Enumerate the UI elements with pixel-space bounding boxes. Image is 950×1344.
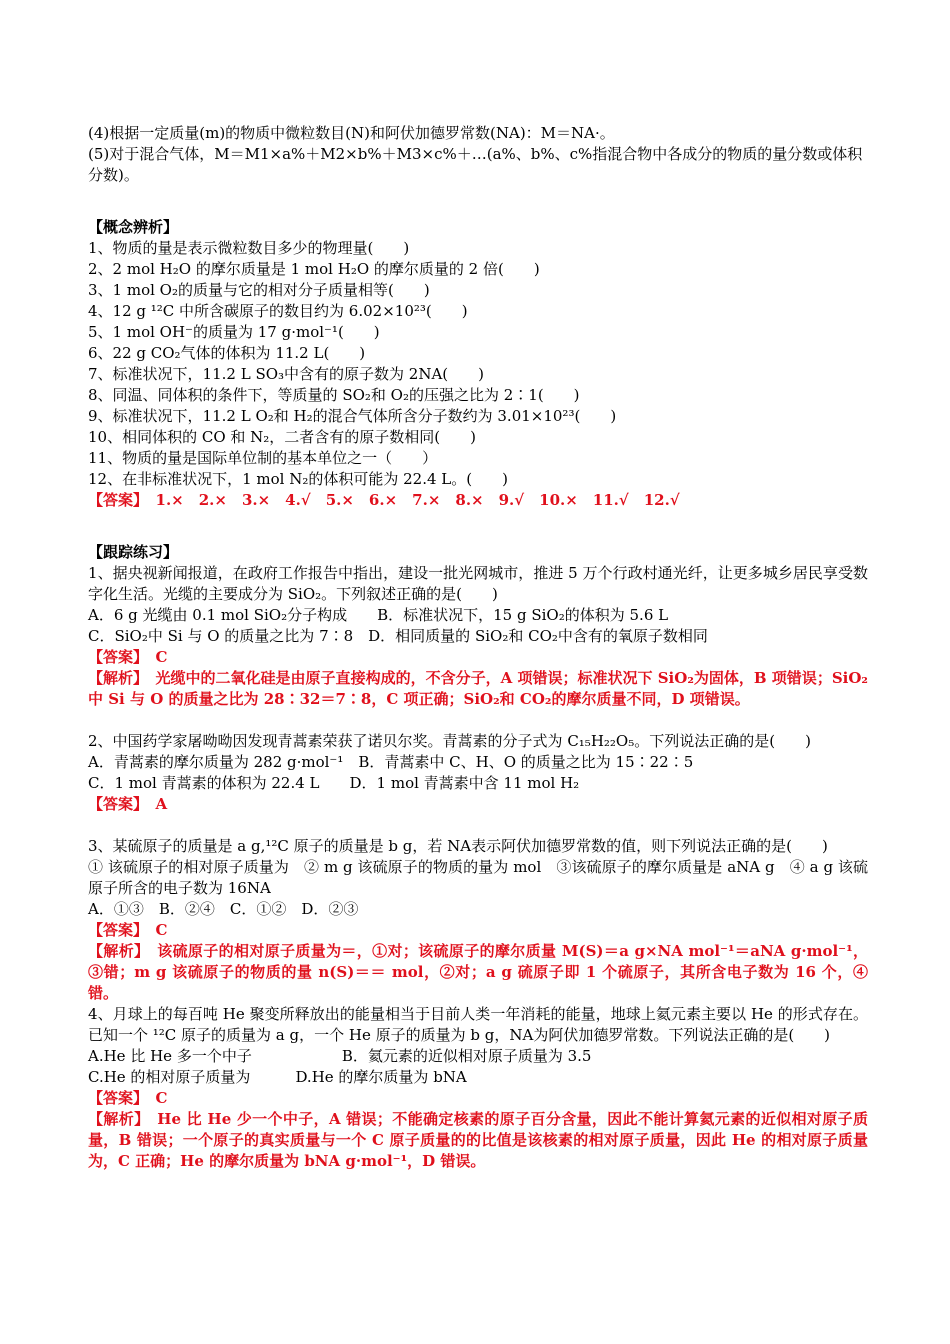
question-answer: 【答案】 C — [88, 1089, 168, 1107]
question-stem: 2、中国药学家屠呦呦因发现青蒿素荣获了诺贝尔奖。青蒿素的分子式为 C₁₅H₂₂O₅。下列说法正确的是( ) — [88, 732, 811, 750]
question-options-ab: A.He 比 He 多一个中子 B．氦元素的近似相对原子质量为 3.5 — [88, 1047, 592, 1065]
explanation-label: 【解析】 — [88, 669, 141, 687]
question-answer: 【答案】 C — [88, 921, 168, 939]
question-explanation — [88, 1109, 868, 1172]
question-2 — [88, 731, 868, 815]
question-options-ab: A．青蒿素的摩尔质量为 282 g·mol⁻¹ B．青蒿素中 C、H、O 的质量之比为 15∶22∶5 — [88, 753, 694, 771]
question-options-cd: C．1 mol 青蒿素的体积为 22.4 L D．1 mol 青蒿素中含 11 mol H₂ — [88, 774, 580, 792]
explanation-label: 【解析】 — [88, 942, 142, 960]
question-options-ab: A．6 g 光缆由 0.1 mol SiO₂分子构成 B．标准状况下，15 g SiO₂的体积为 5.6 L — [88, 606, 669, 624]
question-4 — [88, 1004, 868, 1172]
concept-item: 8、同温、同体积的条件下，等质量的 SO₂和 O₂的压强之比为 2∶1( ) — [88, 386, 580, 404]
concept-item: 11、物质的量是国际单位制的基本单位之一（ ） — [88, 449, 438, 467]
concept-item: 12、在非标准状况下，1 mol N₂的体积可能为 22.4 L。( ) — [88, 470, 508, 488]
question-stem: 1、据央视新闻报道，在政府工作报告中指出，建设一批光网城市，推进 5 万个行政村通光纤，让更多城乡居民享受数字化生活。光缆的主要成分为 SiO₂。下列叙述正确的是( ) — [88, 564, 868, 603]
concept-item: 10、相同体积的 CO 和 N₂，二者含有的原子数相同( ) — [88, 428, 477, 446]
question-statements: ① 该硫原子的相对原子质量为 ② m g 该硫原子的物质的量为 mol ③该硫原子的摩尔质量是 aNA g ④ a g 该硫原子所含的电子数为 16NA — [88, 858, 868, 897]
concept-item: 1、物质的量是表示微粒数目多少的物理量( ) — [88, 239, 410, 257]
question-3 — [88, 836, 868, 1004]
question-options-cd: C.He 的相对原子质量为 D.He 的摩尔质量为 bNA — [88, 1068, 467, 1086]
question-options-cd: C．SiO₂中 Si 与 O 的质量之比为 7∶8 D．相同质量的 SiO₂和 CO₂中含有的氧原子数相同 — [88, 627, 708, 645]
question-answer: 【答案】 C — [88, 648, 168, 666]
concept-section-title: 【概念辨析】 — [88, 218, 179, 236]
explanation-text: He 比 He 少一个中子，A 错误；不能确定核素的原子百分含量，因此不能计算氦元素的近似相对原子质量，B 错误；一个原子的真实质量与一个 C 原子质量的的比值是该核素的相对原子质量，因此 He 的相对原子质量为，C 正确；He 的摩尔质量为 bNA g·mol⁻¹，D 错误。 — [88, 1110, 868, 1170]
concept-item: 2、2 mol H₂O 的摩尔质量是 1 mol H₂O 的摩尔质量的 2 倍( ) — [88, 260, 540, 278]
concept-item: 6、22 g CO₂气体的体积为 11.2 L( ) — [88, 344, 366, 362]
explanation-label: 【解析】 — [88, 1110, 142, 1128]
concept-answer: 【答案】 1.× 2.× 3.× 4.√ 5.× 6.× 7.× 8.× 9.√ 10.× 11.√ 12.√ — [88, 491, 680, 509]
question-1 — [88, 563, 868, 710]
question-answer: 【答案】 A — [88, 795, 168, 813]
concept-item: 7、标准状况下，11.2 L SO₃中含有的原子数为 2NA( ) — [88, 365, 485, 383]
concept-list — [88, 238, 868, 490]
question-explanation — [88, 668, 868, 710]
concept-item: 4、12 g ¹²C 中所含碳原子的数目约为 6.02×10²³( ) — [88, 302, 468, 320]
question-choices: A．①③ B．②④ C．①② D．②③ — [88, 900, 359, 918]
question-stem: 3、某硫原子的质量是 a g,¹²C 原子的质量是 b g，若 NA表示阿伏加德罗常数的值，则下列说法正确的是( ) — [88, 837, 828, 855]
concept-item: 5、1 mol OH⁻的质量为 17 g·mol⁻¹( ) — [88, 323, 380, 341]
concept-item: 3、1 mol O₂的质量与它的相对分子质量相等( ) — [88, 281, 430, 299]
intro-line-5: (5)对于混合气体，M＝M1×a%＋M2×b%＋M3×c%＋…(a%、b%、c%指混合物中各成分的物质的量分数或体积分数)。 — [88, 145, 863, 184]
practice-section-title: 【跟踪练习】 — [88, 543, 179, 561]
concept-item: 9、标准状况下，11.2 L O₂和 H₂的混合气体所含分子数约为 3.01×10²³( ) — [88, 407, 617, 425]
question-explanation — [88, 941, 868, 1004]
intro-line-4: (4)根据一定质量(m)的物质中微粒数目(N)和阿伏加德罗常数(NA)：M＝NA·。 — [88, 124, 615, 142]
explanation-text: 光缆中的二氧化硅是由原子直接构成的，不含分子，A 项错误；标准状况下 SiO₂为固体，B 项错误；SiO₂中 Si 与 O 的质量之比为 28∶32＝7∶8，C 项正确；SiO₂和 CO₂的摩尔质量不同，D 项错误。 — [88, 669, 868, 708]
question-stem: 4、月球上的每百吨 He 聚变所释放出的能量相当于目前人类一年消耗的能量，地球上氦元素主要以 He 的形式存在。已知一个 ¹²C 原子的质量为 a g，一个 He 原子的质量为 b g，NA为阿伏加德罗常数。下列说法正确的是( ) — [88, 1005, 868, 1044]
document-page — [88, 123, 868, 1172]
explanation-text: 该硫原子的相对原子质量为＝，①对；该硫原子的摩尔质量 M(S)＝a g×NA mol⁻¹＝aNA g·mol⁻¹，③错；m g 该硫原子的物质的量 n(S)＝＝ mol，②对；a g 硫原子即 1 个硫原子，其所含电子数为 16 个，④错。 — [88, 942, 868, 1002]
